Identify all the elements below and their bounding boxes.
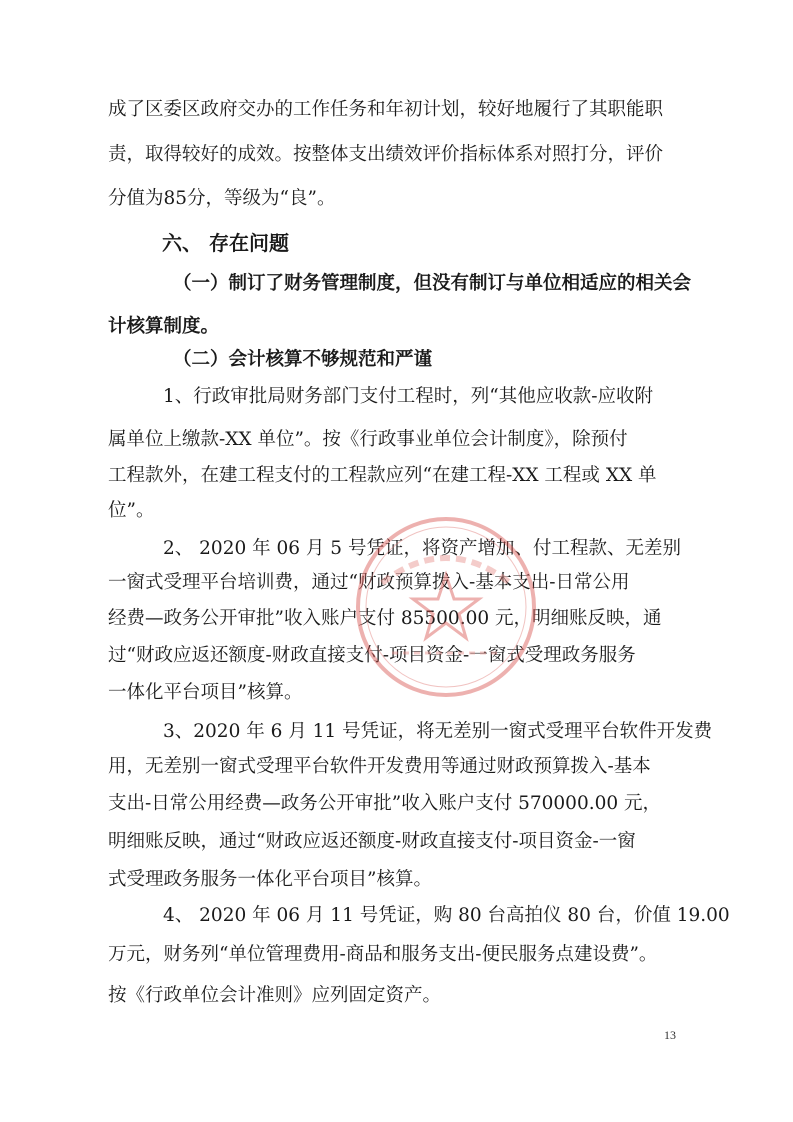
paragraph-line: 成了区委区政府交办的工作任务和年初计划，较好地履行了其职能职	[108, 99, 664, 120]
paragraph-line: 经费—政务公开审批”收入账户支付 85500.00 元，明细账反映，通	[108, 608, 662, 629]
paragraph-line: 万元，财务列“单位管理费用-商品和服务支出-便民服务点建设费”。	[108, 944, 658, 965]
page-number: 13	[664, 1028, 676, 1042]
paragraph-line: 明细账反映，通过“财政应返还额度-财政直接支付-项目资金-一窗	[108, 831, 636, 852]
paragraph-line: 2、 2020 年 06 月 5 号凭证，将资产增加、付工程款、无差别	[163, 538, 681, 559]
section-heading: 六、 存在问题	[162, 231, 289, 255]
paragraph-line: 位”。	[108, 500, 155, 521]
paragraph-line: 属单位上缴款-XX 单位”。按《行政事业单位会计制度》，除预付	[108, 429, 628, 450]
paragraph-line: 责，取得较好的成效。按整体支出绩效评价指标体系对照打分，评价	[108, 144, 664, 165]
paragraph-line: 一体化平台项目”核算。	[108, 682, 303, 703]
subsection-heading: （一）制订了财务管理制度，但没有制订与单位相适应的相关会	[173, 273, 692, 294]
paragraph-line: 工程款外，在建工程支付的工程款应列“在建工程-XX 工程或 XX 单	[108, 465, 657, 486]
paragraph-line: 分值为85分，等级为“良”。	[108, 188, 336, 209]
paragraph-line: 用，无差别一窗式受理平台软件开发费用等通过财政预算拨入-基本	[108, 756, 651, 777]
subsection-heading: （二）会计核算不够规范和严谨	[173, 349, 433, 370]
paragraph-line: 支出-日常公用经费—政务公开审批”收入账户支付 570000.00 元，	[108, 793, 662, 814]
paragraph-line: 1、行政审批局财务部门支付工程时，列“其他应收款-应收附	[163, 386, 653, 407]
paragraph-line: 一窗式受理平台培训费，通过“财政预算拨入-基本支出-日常公用	[108, 572, 630, 593]
paragraph-line: 式受理政务服务一体化平台项目”核算。	[108, 869, 432, 890]
paragraph-line: 4、 2020 年 06 月 11 号凭证，购 80 台高拍仪 80 台，价值 19.00	[163, 905, 730, 926]
paragraph-line: 按《行政单位会计准则》应列固定资产。	[108, 985, 442, 1006]
paragraph-line: 3、2020 年 6 月 11 号凭证，将无差别一窗式受理平台软件开发费	[163, 721, 713, 742]
subsection-heading: 计核算制度。	[108, 316, 220, 337]
paragraph-line: 过“财政应返还额度-财政直接支付-项目资金-一窗式受理政务服务	[108, 645, 636, 666]
